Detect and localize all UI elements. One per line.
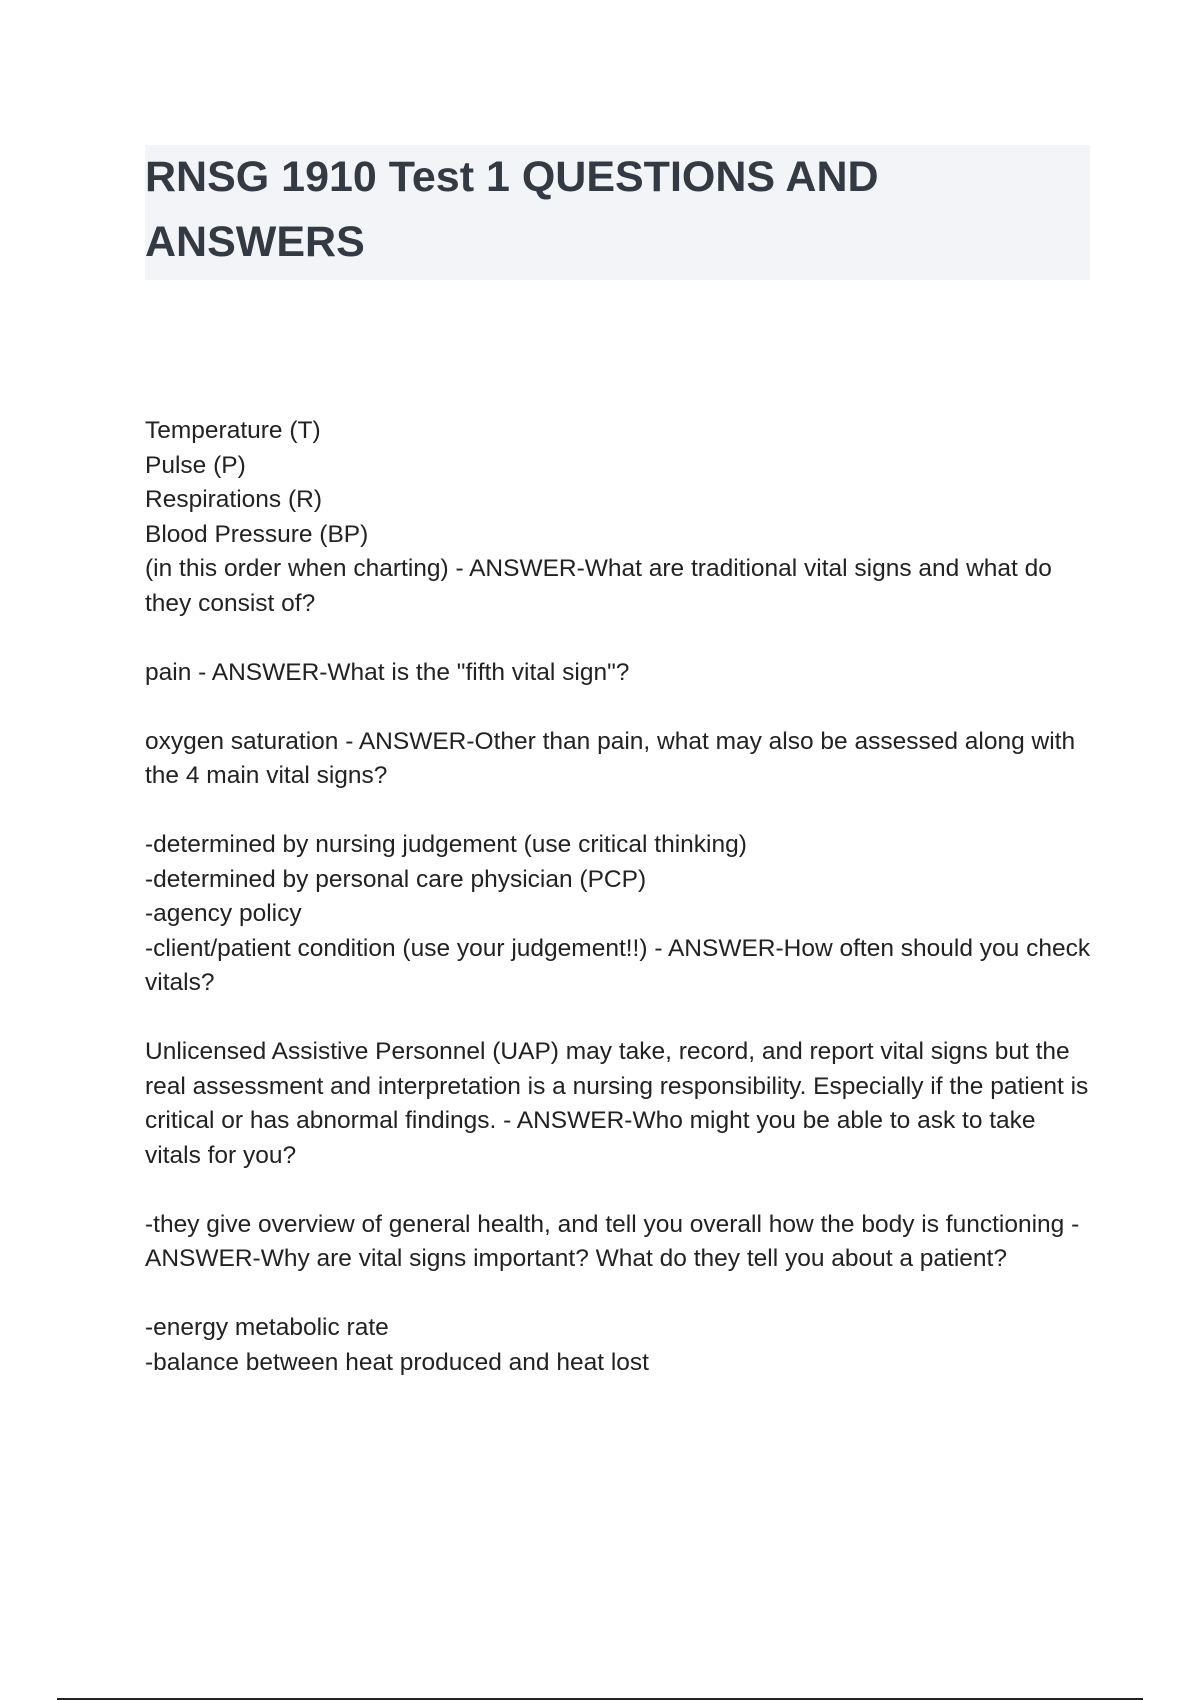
qa-entry-uap bbox=[145, 1035, 1095, 1173]
text-line: (in this order when charting) - ANSWER-What are traditional vital signs and what do they consist of? bbox=[145, 555, 1052, 617]
text-line: -energy metabolic rate bbox=[145, 1314, 389, 1341]
qa-entry-importance bbox=[145, 1208, 1095, 1277]
text-line: -balance between heat produced and heat lost bbox=[145, 1348, 649, 1376]
qa-entry-oxygen-saturation bbox=[145, 725, 1095, 794]
qa-content bbox=[145, 414, 1095, 1415]
page-title: RNSG 1910 Test 1 QUESTIONS AND ANSWERS bbox=[145, 153, 879, 266]
text-line: -determined by personal care physician (PCP) bbox=[145, 865, 647, 893]
text-line: -determined by nursing judgement (use critical thinking) bbox=[145, 831, 747, 858]
text-line: oxygen saturation - ANSWER-Other than pain, what may also be assessed along with the 4 main vital signs? bbox=[145, 727, 1076, 789]
qa-entry-temperature-factors bbox=[145, 1311, 1095, 1380]
text-line: Unlicensed Assistive Personnel (UAP) may take, record, and report vital signs but the real assessment and interpretation is a nursing responsibility. Especially if the patient is critical or has abnormal findings. - ANSWER-Who might you be able to ask to take vitals for you? bbox=[145, 1038, 1089, 1169]
text-line: Blood Pressure (BP) bbox=[145, 520, 369, 548]
text-line: -client/patient condition (use your judgement!!) - ANSWER-How often should you check vitals? bbox=[145, 934, 1091, 996]
text-line: Pulse (P) bbox=[145, 451, 246, 479]
qa-entry-vital-signs bbox=[145, 414, 1095, 621]
qa-entry-check-frequency bbox=[145, 828, 1095, 1001]
text-line: -they give overview of general health, and tell you overall how the body is functioning - ANSWER-Why are vital signs important? What do they tell you about a patient? bbox=[145, 1210, 1080, 1272]
text-line: pain - ANSWER-What is the "fifth vital sign"? bbox=[145, 658, 630, 686]
title-banner bbox=[145, 145, 1090, 280]
text-line: Temperature (T) bbox=[145, 417, 321, 444]
text-line: Respirations (R) bbox=[145, 486, 322, 513]
text-line: -agency policy bbox=[145, 900, 302, 927]
qa-entry-fifth-vital-sign bbox=[145, 656, 1095, 691]
